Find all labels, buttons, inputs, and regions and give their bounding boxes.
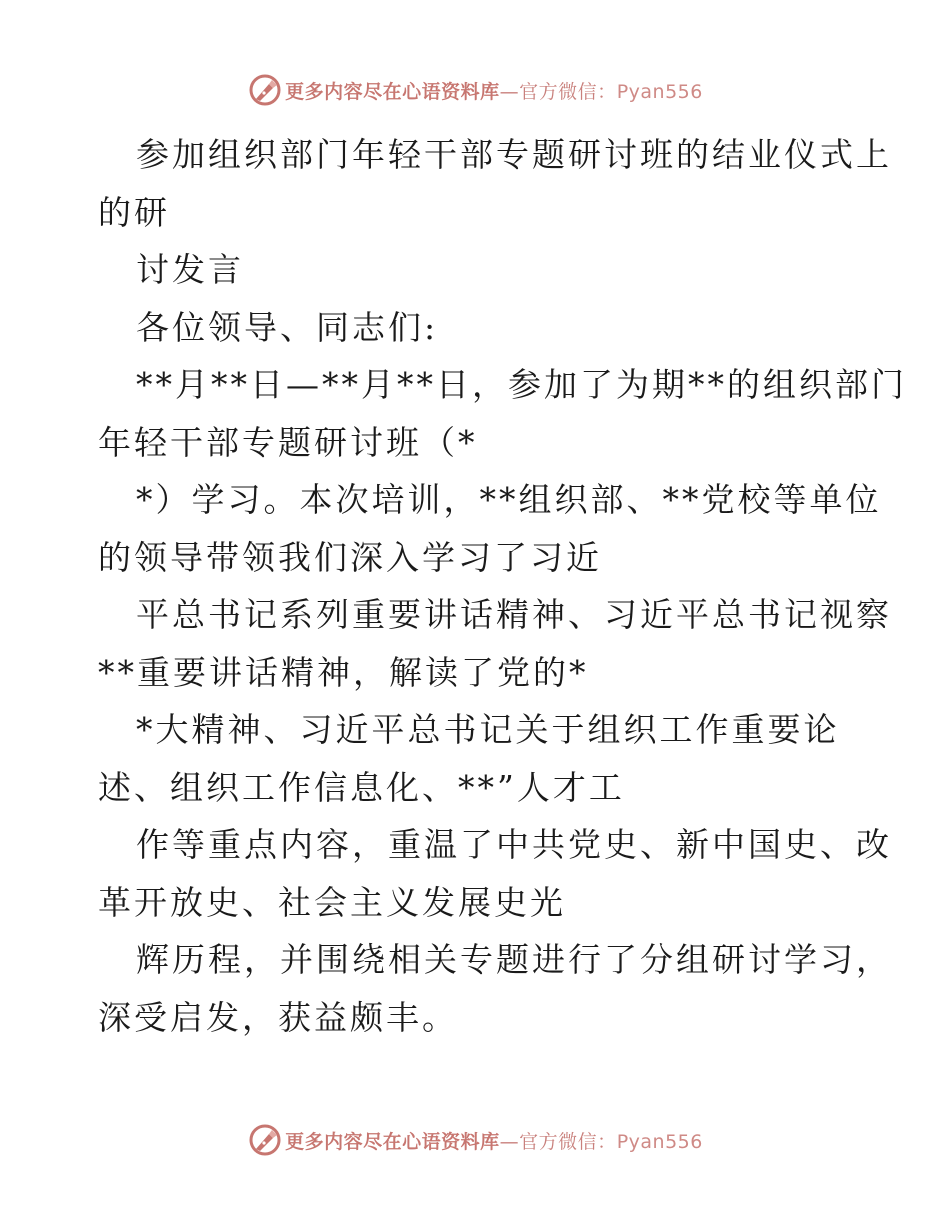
text-line: **重要讲话精神，解读了党的*	[98, 652, 589, 692]
text-line: 的领导带领我们深入学习了习近	[98, 537, 602, 577]
paragraph	[98, 471, 882, 586]
text-line: 讨发言	[136, 250, 244, 289]
paragraph	[98, 931, 892, 1046]
header-watermark	[0, 70, 950, 110]
text-line: 的研	[98, 192, 170, 232]
text-line: 年轻干部专题研讨班（*	[98, 422, 478, 462]
text-line: 各位领导、同志们:	[136, 307, 439, 347]
text-line: 辉历程，并围绕相关专题进行了分组研讨学习，	[136, 940, 892, 979]
paragraph	[98, 356, 907, 471]
watermark-text: 更多内容尽在心语资料库—官方微信：Pyan556	[285, 1130, 703, 1153]
paragraph	[98, 586, 892, 701]
document-body	[98, 126, 907, 1046]
footer-watermark	[0, 1120, 950, 1160]
paragraph	[98, 126, 892, 241]
text-line: **月**日—**月**日，参加了为期**的组织部门	[136, 365, 907, 404]
text-line: 深受启发，获益颇丰。	[98, 997, 458, 1037]
paragraph	[98, 816, 892, 931]
pen-nib-circle-icon	[247, 72, 283, 108]
text-line: 革开放史、社会主义发展史光	[98, 882, 566, 922]
text-line: 平总书记系列重要讲话精神、习近平总书记视察	[136, 595, 892, 634]
text-line: *大精神、习近平总书记关于组织工作重要论	[136, 710, 840, 749]
text-line: 作等重点内容，重温了中共党史、新中国史、改	[136, 825, 892, 864]
paragraph	[98, 701, 868, 816]
watermark-text: 更多内容尽在心语资料库—官方微信：Pyan556	[285, 80, 703, 103]
text-line: 参加组织部门年轻干部专题研讨班的结业仪式上	[136, 135, 892, 174]
salutation	[98, 299, 868, 357]
pen-nib-circle-icon	[247, 1122, 283, 1158]
text-line: *）学习。本次培训，**组织部、**党校等单位	[136, 480, 882, 519]
paragraph	[98, 241, 868, 299]
text-line: 述、组织工作信息化、**”人才工	[98, 767, 625, 807]
